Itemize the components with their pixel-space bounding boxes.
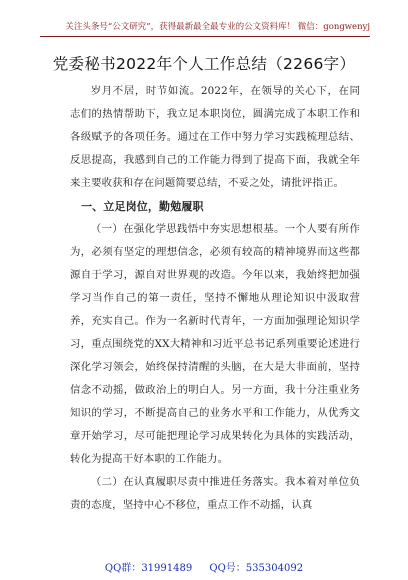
document-body	[70, 80, 360, 517]
page-header: 关注头条号“公文研究”，获得最新最全最专业的公文资料库！ 微信：gongwenyj	[40, 20, 370, 37]
document-title: 党委秘书2022年个人工作总结（2266字）	[52, 55, 356, 73]
footer-qq-group: QQ群：31991489	[104, 563, 193, 574]
footer-qq-number: QQ号：535304092	[209, 563, 304, 574]
page-footer	[0, 559, 408, 574]
body-paragraph: （一）在强化学思践悟中夯实思想根基。一个人要有所作为，必须有坚定的理想信念，必须有较高的精神境界而这些都源自于学习，源自对世界观的改造。今年以来，我始终把加强学习当作自己的第一责任，坚持不懈地从理论知识中汲取营养，充实自己。作为一名新时代青年，一方面加强理论知识学习，重点围绕党的XX大精神和习近平总书记系列重要论述进行深化学习领会，始终保持清醒的头脑，在大是大非面前，坚持信念不动摇，做政治上的明白人。另一方面，我十分注重业务知识的学习，不断提高自己的业务水平和工作能力，从优秀文章开始学习，尽可能把理论学习成果转化为具体的实践活动，转化为提高干好本职的工作能力。	[70, 223, 360, 465]
body-paragraph: （二）在认真履职尽责中推进任务落实。我本着对单位负责的态度，坚持中心不移位，重点工作不动摇，认真	[70, 476, 360, 511]
intro-paragraph: 岁月不居，时节如流。2022年，在领导的关心下，在同志们的热情帮助下，我立足本职岗位，圆满完成了本职工作和各级赋予的各项任务。通过在工作中努力学习实践梳理总结、反思提高，我感到自己的工作能力得到了提高下面，我就全年来主要收获和存在问题简要总结，不妥之处，请批评指正。	[70, 85, 360, 189]
section-heading: 一、立足岗位，勤勉履职	[81, 200, 204, 213]
